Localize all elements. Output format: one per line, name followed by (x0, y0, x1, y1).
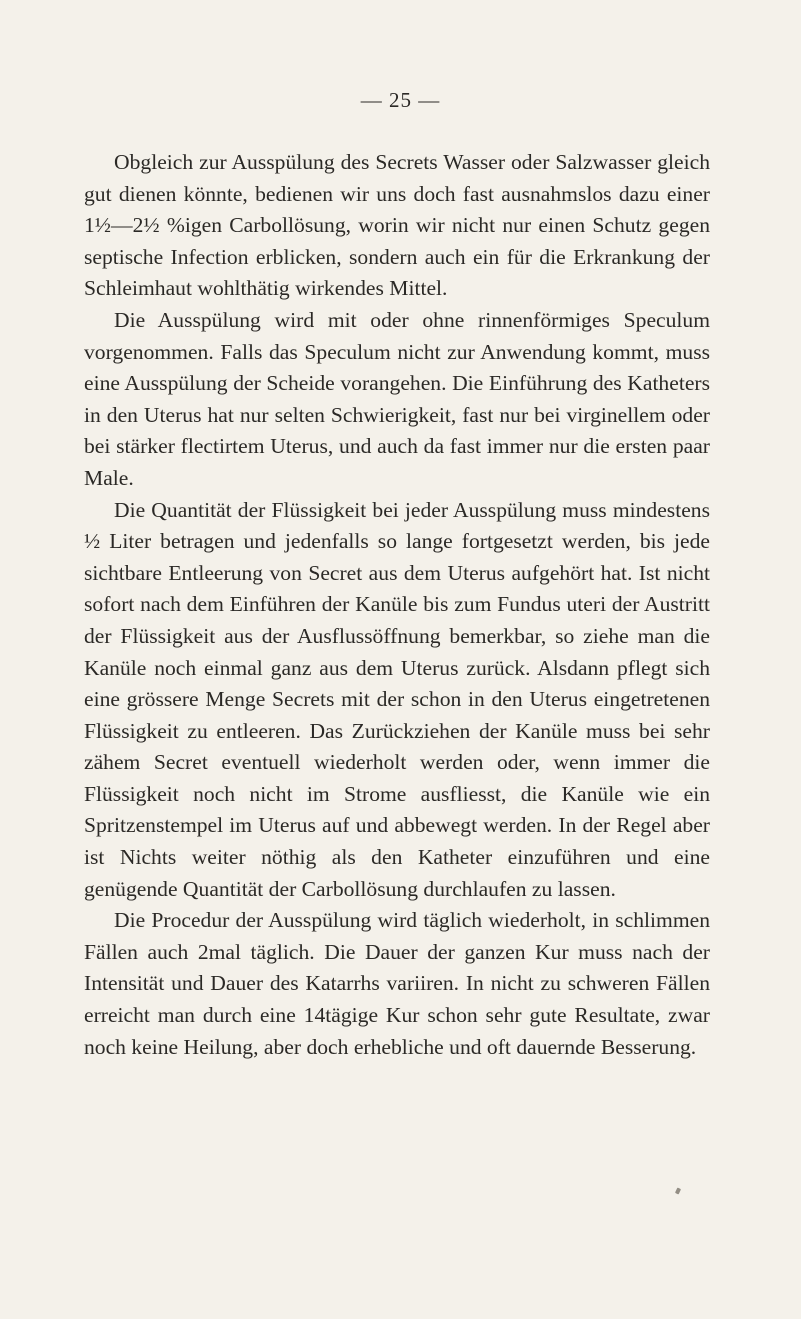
paragraph-1: Obgleich zur Ausspülung des Secrets Wasser oder Salzwasser gleich gut dienen könnte, bedienen wir uns doch fast ausnahmslos dazu einer 1½—2½ %igen Carbollösung, worin wir nicht nur einen Schutz gegen septische Infection erblicken, sondern auch ein für die Erkrankung der Schleimhaut wohlthätig wirkendes Mittel. (84, 150, 710, 301)
paragraph-2: Die Ausspülung wird mit oder ohne rinnenförmiges Speculum vorgenommen. Falls das Speculum nicht zur Anwendung kommt, muss eine Ausspülung der Scheide vorangehen. Die Einführung des Katheters in den Uterus hat nur selten Schwierigkeit, fast nur bei virginellem oder bei stärker flectirtem Uterus, und auch da fast immer nur die ersten paar Male. (84, 307, 710, 490)
ink-speck (675, 1187, 681, 1194)
paragraph-3: Die Quantität der Flüssigkeit bei jeder Ausspülung muss mindestens ½ Liter betragen und jedenfalls so lange fortgesetzt werden, bis jede sichtbare Entleerung von Secret aus dem Uterus aufgehört hat. Ist nicht sofort nach dem Einführen der Kanüle bis zum Fundus uteri der Austritt der Flüssigkeit aus der Ausflussöffnung bemerkbar, so ziehe man die Kanüle noch einmal ganz aus dem Uterus zurück. Alsdann pflegt sich eine grössere Menge Secrets mit der schon in den Uterus eingetretenen Flüssigkeit zu entleeren. Das Zurückziehen der Kanüle muss bei sehr zähem Secret eventuell wiederholt werden oder, wenn immer die Flüssigkeit noch nicht im Strome ausfliesst, die Kanüle wie ein Spritzenstempel im Uterus auf und abbewegt werden. In der Regel aber ist Nichts weiter nöthig als den Katheter einzuführen und eine genügende Quantität der Carbollösung durchlaufen zu lassen. (84, 497, 710, 901)
paragraph-4: Die Procedur der Ausspülung wird täglich wiederholt, in schlimmen Fällen auch 2mal täglich. Die Dauer der ganzen Kur muss nach der Intensität und Dauer des Katarrhs variiren. In nicht zu schweren Fällen erreicht man durch eine 14tägige Kur schon sehr gute Resultate, zwar noch keine Heilung, aber doch erhebliche und oft dauernde Besserung. (84, 908, 710, 1059)
body-text (84, 147, 710, 1063)
page-number: — 25 — (360, 88, 441, 112)
